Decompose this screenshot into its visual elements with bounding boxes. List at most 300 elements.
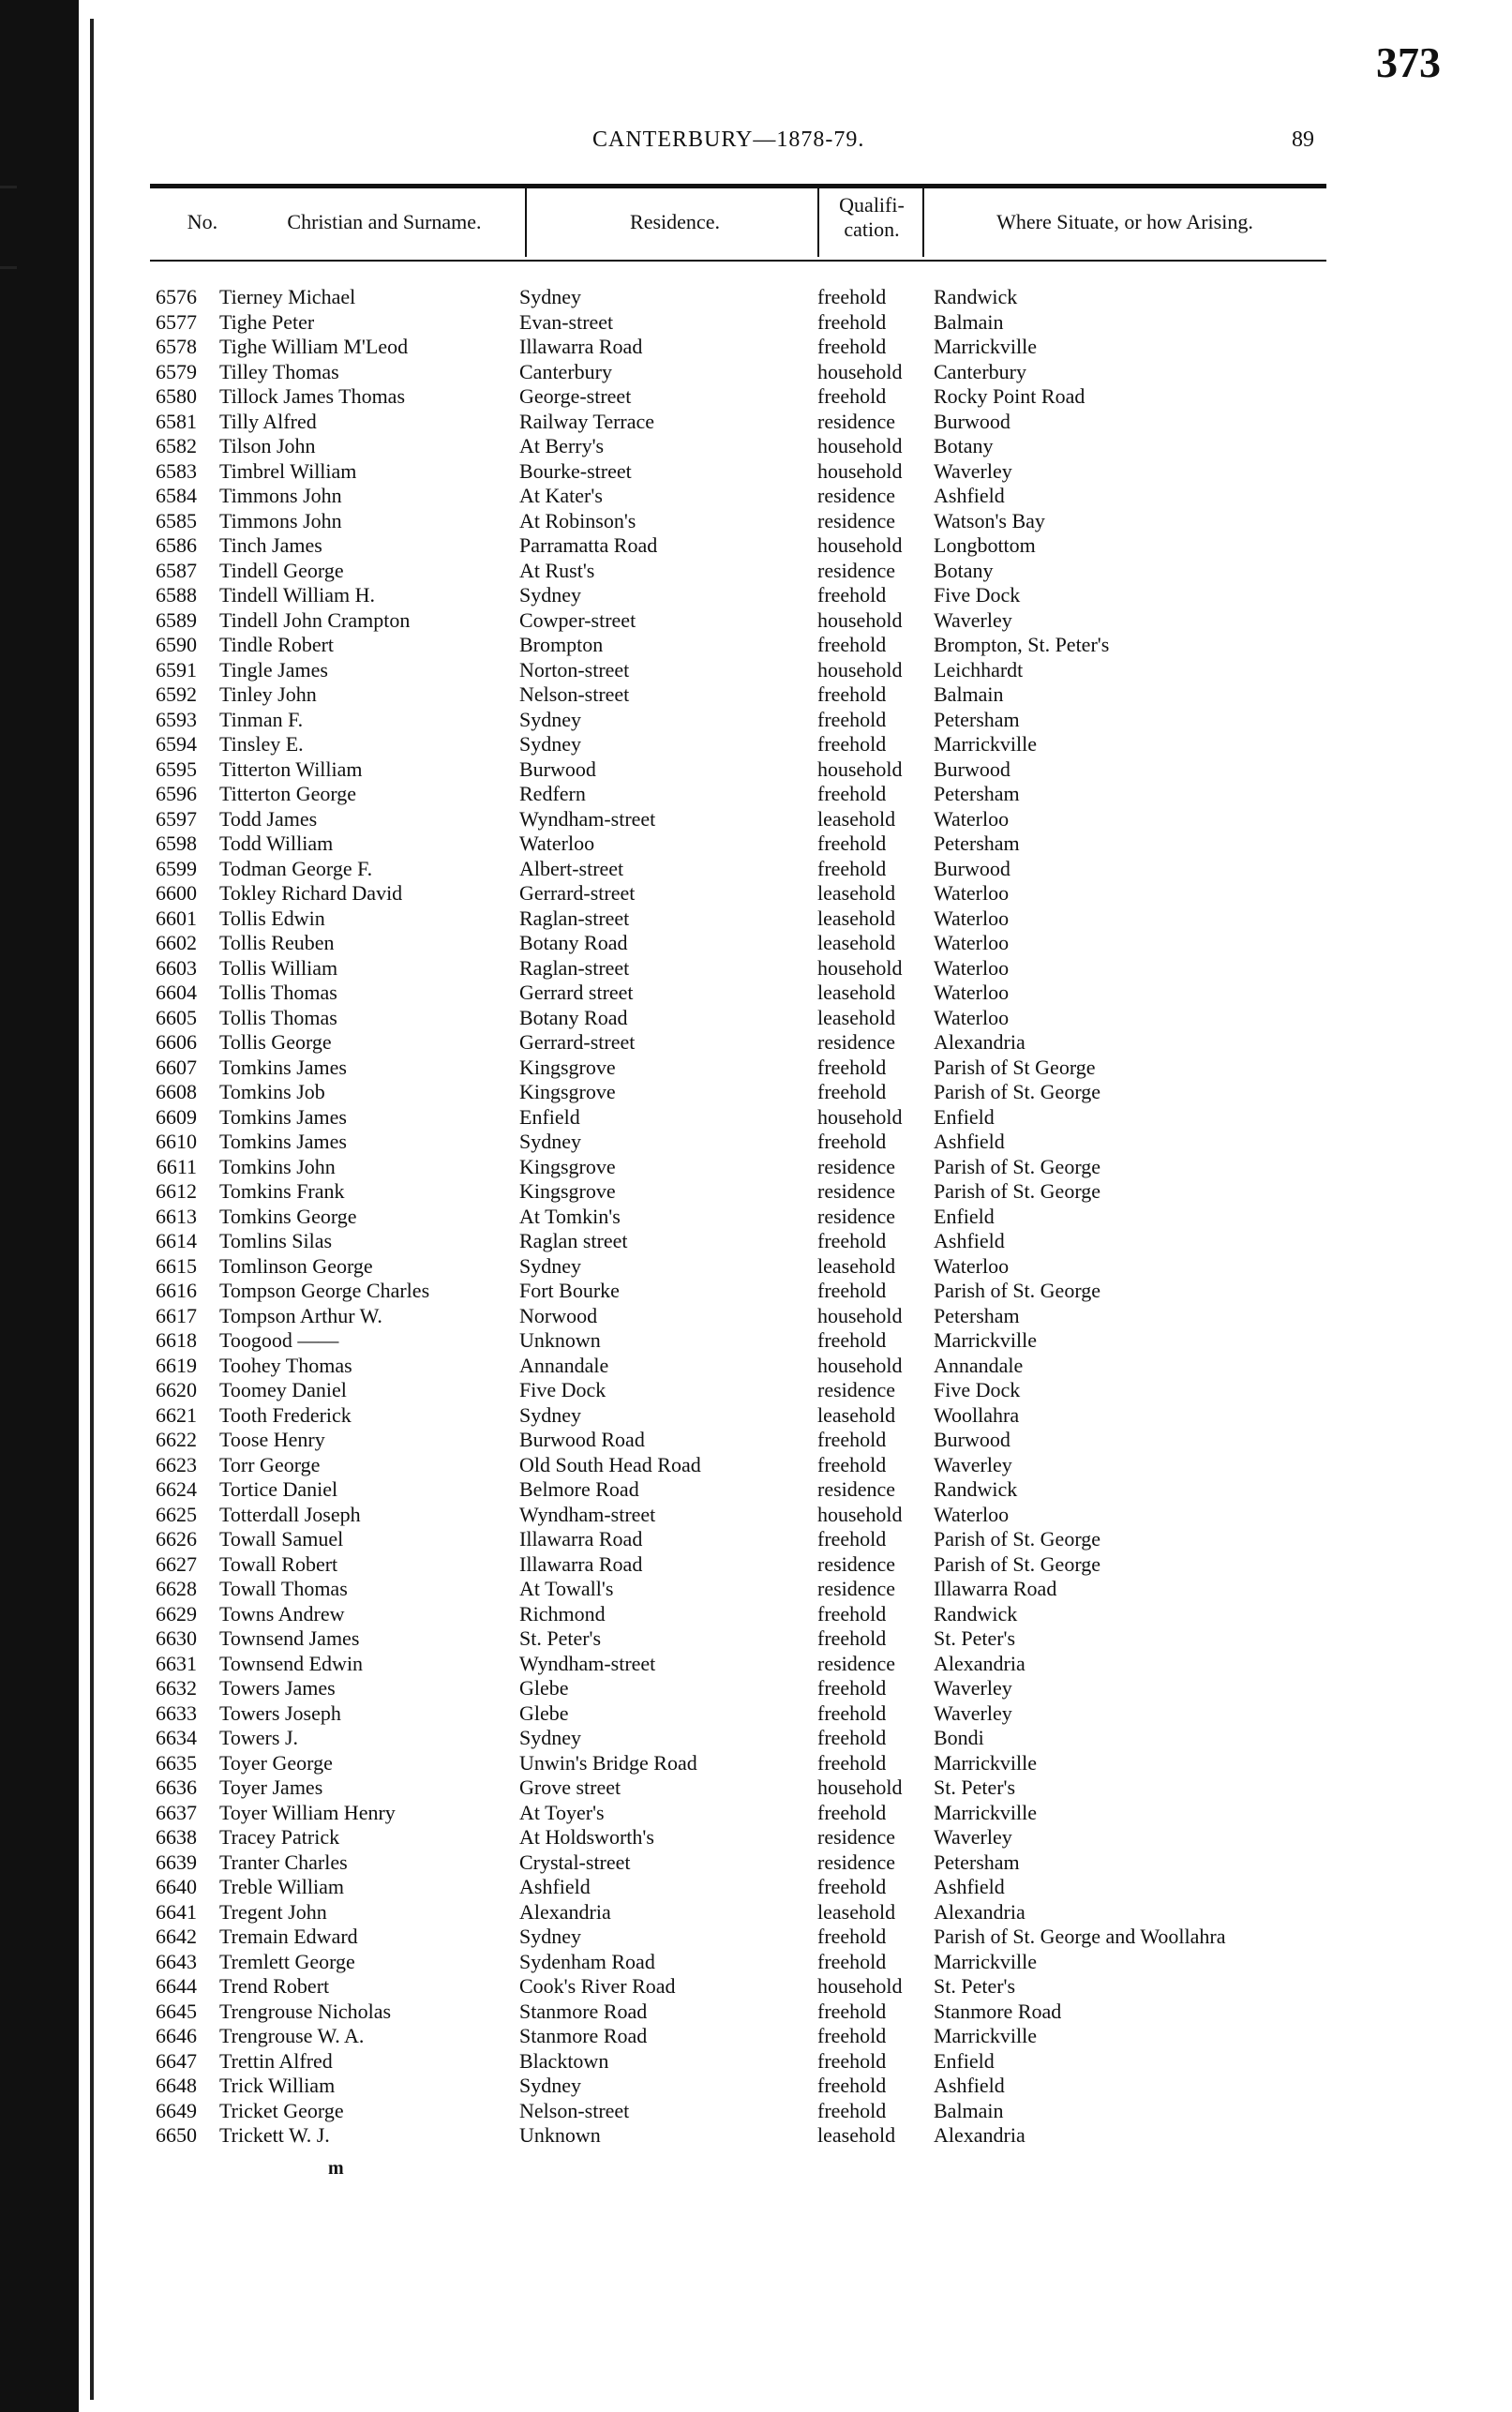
entry-qualification: residence (817, 1825, 896, 1849)
table-row (141, 1726, 1359, 1751)
entry-qualification: household (817, 1104, 903, 1129)
table-row (141, 1775, 1359, 1801)
entry-qualification: freehold (817, 1080, 887, 1103)
entry-number: 6611 (156, 1154, 197, 1178)
entry-residence: At Robinson's (519, 508, 636, 532)
entry-name: Tighe Peter (219, 309, 315, 334)
entry-name: Tremain Edward (219, 1925, 358, 1948)
entry-name: Towers James (219, 1676, 336, 1700)
entry-name: Tricket George (219, 2098, 344, 2122)
entry-number: 6628 (156, 1577, 197, 1600)
entry-name: Trengrouse Nicholas (219, 1999, 392, 2023)
entry-name: Towall Robert (219, 1551, 338, 1576)
entry-residence: Illawarra Road (519, 335, 643, 358)
entry-number: 6613 (156, 1204, 197, 1228)
entry-residence: Burwood Road (519, 1428, 645, 1451)
table-row (141, 2024, 1359, 2049)
entry-name: Tortice Daniel (219, 1477, 338, 1501)
entry-residence: Albert-street (519, 856, 624, 880)
entry-residence: Redfern (519, 782, 586, 805)
entry-name: Tinch James (219, 533, 322, 557)
entry-residence: Ashfield (519, 1875, 591, 1898)
entry-qualification: freehold (817, 1999, 887, 2023)
col-divider (922, 186, 924, 257)
entry-number: 6589 (156, 607, 197, 632)
entry-number: 6601 (156, 906, 197, 930)
table-row (141, 2099, 1359, 2124)
entry-qualification: freehold (817, 285, 887, 308)
table-row (141, 360, 1359, 385)
entry-number: 6608 (156, 1080, 197, 1103)
entry-residence: Wyndham-street (519, 1651, 656, 1675)
entry-number: 6576 (156, 285, 197, 308)
table-row (141, 782, 1359, 807)
entry-where-situate: Five Dock (934, 1378, 1021, 1401)
entry-residence: Evan-street (519, 309, 614, 334)
entry-residence: Sydney (519, 1925, 581, 1948)
entry-name: Trickett W. J. (219, 2123, 330, 2147)
entry-where-situate: Waverley (934, 607, 1012, 632)
entry-qualification: household (817, 1303, 903, 1327)
table-row (141, 931, 1359, 956)
entry-qualification: leasehold (817, 806, 896, 831)
entry-name: Titterton William (219, 757, 363, 781)
entry-where-situate: Waterloo (934, 1502, 1010, 1526)
entry-residence: Railway Terrace (519, 409, 655, 433)
table-row (141, 956, 1359, 981)
table-row (141, 285, 1359, 310)
entry-name: Tregent John (219, 1899, 327, 1924)
entry-name: Tollis Thomas (219, 981, 337, 1004)
entry-residence: Alexandria (519, 1899, 611, 1924)
entry-name: Trick William (219, 2074, 336, 2097)
entry-number: 6600 (156, 881, 197, 905)
table-row (141, 1006, 1359, 1031)
entry-residence: At Towall's (519, 1577, 614, 1600)
entry-residence: At Tomkin's (519, 1204, 621, 1228)
entry-number: 6642 (156, 1925, 197, 1948)
entry-name: Tompson Arthur W. (219, 1303, 382, 1327)
entry-residence: Sydney (519, 1402, 581, 1427)
page-number: 373 (1376, 38, 1441, 86)
entry-residence: Sydney (519, 1726, 581, 1749)
table-row (141, 410, 1359, 435)
entry-name: Timbrel William (219, 458, 357, 483)
table-row (141, 1552, 1359, 1578)
entry-name: Tomlins Silas (219, 1229, 333, 1252)
header-rule-bottom (150, 260, 1326, 262)
entry-number: 6579 (156, 359, 197, 383)
entry-where-situate: Ashfield (934, 2074, 1005, 2097)
entry-where-situate: St. Peter's (934, 1974, 1016, 1998)
register-list (141, 285, 1359, 2149)
entry-where-situate: St. Peter's (934, 1775, 1016, 1799)
entry-qualification: residence (817, 1651, 896, 1675)
table-row (141, 1925, 1359, 1950)
entry-number: 6638 (156, 1825, 197, 1849)
table-row (141, 509, 1359, 534)
entry-where-situate: Petersham (934, 831, 1020, 855)
table-row (141, 1205, 1359, 1230)
entry-number: 6610 (156, 1130, 197, 1153)
entry-number: 6584 (156, 484, 197, 507)
entry-name: Tomkins Frank (219, 1179, 345, 1203)
table-row (141, 1279, 1359, 1304)
entry-qualification: residence (817, 1154, 896, 1178)
entry-where-situate: Illawarra Road (934, 1577, 1057, 1600)
entry-qualification: residence (817, 1477, 896, 1501)
table-row (141, 1850, 1359, 1876)
table-row (141, 2000, 1359, 2025)
entry-name: Tilly Alfred (219, 409, 317, 433)
entry-number: 6582 (156, 434, 197, 457)
entry-number: 6631 (156, 1651, 197, 1675)
table-row (141, 857, 1359, 882)
table-row (141, 1751, 1359, 1776)
entry-name: Tomlinson George (219, 1253, 373, 1278)
entry-number: 6640 (156, 1875, 197, 1898)
entry-residence: Nelson-street (519, 2098, 630, 2122)
page-edge-line (90, 19, 94, 2400)
entry-name: Towall Samuel (219, 1527, 344, 1551)
entry-where-situate: Petersham (934, 1303, 1020, 1327)
entry-qualification: freehold (817, 1875, 887, 1898)
entry-qualification: residence (817, 558, 896, 582)
entry-name: Timmons John (219, 484, 342, 507)
signature-mark: m (328, 2158, 344, 2179)
entry-residence: Glebe (519, 1676, 569, 1700)
entry-name: Tomkins John (219, 1154, 336, 1178)
entry-qualification: leasehold (817, 1402, 896, 1427)
entry-where-situate: Randwick (934, 1601, 1018, 1625)
entry-qualification: leasehold (817, 2123, 896, 2147)
entry-qualification: freehold (817, 633, 887, 656)
entry-where-situate: Waverley (934, 1452, 1012, 1476)
entry-where-situate: Five Dock (934, 583, 1021, 607)
entry-residence: Botany Road (519, 1005, 628, 1029)
entry-where-situate: Burwood (934, 856, 1010, 880)
entry-qualification: freehold (817, 1279, 887, 1302)
entry-number: 6604 (156, 981, 197, 1004)
entry-residence: Sydney (519, 583, 581, 607)
entry-number: 6588 (156, 583, 197, 607)
entry-where-situate: Waverley (934, 1825, 1012, 1849)
entry-where-situate: Parish of St. George (934, 1279, 1101, 1302)
entry-qualification: leasehold (817, 931, 896, 954)
entry-residence: Wyndham-street (519, 1502, 656, 1526)
entry-residence: Raglan-street (519, 955, 630, 980)
entry-name: Tollis Thomas (219, 1005, 337, 1029)
table-row (141, 1254, 1359, 1280)
entry-number: 6577 (156, 309, 197, 334)
entry-where-situate: Ashfield (934, 1130, 1005, 1153)
entry-number: 6606 (156, 1030, 197, 1054)
entry-name: Tindell John Crampton (219, 607, 411, 632)
entry-where-situate: Longbottom (934, 533, 1036, 557)
entry-where-situate: Waterloo (934, 806, 1010, 831)
entry-where-situate: Balmain (934, 309, 1004, 334)
entry-number: 6632 (156, 1676, 197, 1700)
entry-qualification: freehold (817, 831, 887, 855)
table-row (141, 1403, 1359, 1429)
entry-number: 6644 (156, 1974, 197, 1998)
entry-residence: Botany Road (519, 931, 628, 954)
entry-name: Trend Robert (219, 1974, 330, 1998)
entry-number: 6623 (156, 1452, 197, 1476)
table-row (141, 1328, 1359, 1354)
table-row (141, 1304, 1359, 1329)
table-row (141, 906, 1359, 932)
entry-where-situate: Burwood (934, 757, 1010, 781)
sub-page-number: 89 (1292, 127, 1314, 152)
entry-name: Tranter Charles (219, 1850, 348, 1874)
entry-number: 6583 (156, 458, 197, 483)
entry-residence: Kingsgrove (519, 1080, 616, 1103)
entry-residence: Kingsgrove (519, 1154, 616, 1178)
entry-qualification: household (817, 757, 903, 781)
entry-residence: Sydney (519, 2074, 581, 2097)
entry-name: Tokley Richard David (219, 881, 403, 905)
entry-number: 6599 (156, 856, 197, 880)
table-row (141, 1155, 1359, 1180)
entry-residence: Brompton (519, 633, 604, 656)
entry-residence: Stanmore Road (519, 1999, 648, 2023)
entry-number: 6612 (156, 1179, 197, 1203)
entry-name: Tinsley E. (219, 732, 304, 756)
entry-where-situate: Botany (934, 558, 994, 582)
entry-qualification: residence (817, 1850, 896, 1874)
table-row (141, 1900, 1359, 1925)
entry-qualification: residence (817, 409, 896, 433)
table-row (141, 1577, 1359, 1602)
entry-where-situate: Marrickville (934, 1949, 1037, 1973)
table-row (141, 1676, 1359, 1701)
entry-qualification: residence (817, 1030, 896, 1054)
entry-qualification: residence (817, 1378, 896, 1401)
entry-name: Toohey Thomas (219, 1353, 352, 1377)
entry-qualification: household (817, 657, 903, 682)
table-row (141, 1950, 1359, 1975)
entry-residence: Five Dock (519, 1378, 606, 1401)
entry-residence: Stanmore Road (519, 2024, 648, 2047)
entry-residence: Kingsgrove (519, 1055, 616, 1079)
entry-residence: Belmore Road (519, 1477, 639, 1501)
entry-qualification: freehold (817, 1055, 887, 1079)
entry-number: 6643 (156, 1949, 197, 1973)
entry-number: 6602 (156, 931, 197, 954)
entry-number: 6637 (156, 1800, 197, 1824)
entry-where-situate: Marrickville (934, 335, 1037, 358)
entry-residence: Raglan street (519, 1229, 628, 1252)
entry-number: 6609 (156, 1104, 197, 1129)
entry-name: Tighe William M'Leod (219, 335, 409, 358)
entry-qualification: freehold (817, 1626, 887, 1650)
entry-residence: Unknown (519, 2123, 601, 2147)
entry-where-situate: Stanmore Road (934, 1999, 1062, 2023)
table-row (141, 1652, 1359, 1677)
entry-name: Towers Joseph (219, 1700, 341, 1725)
entry-name: Tollis George (219, 1030, 332, 1054)
entry-where-situate: Ashfield (934, 1875, 1005, 1898)
entry-qualification: residence (817, 1577, 896, 1600)
entry-qualification: freehold (817, 2024, 887, 2047)
entry-residence: Wyndham-street (519, 806, 656, 831)
entry-where-situate: Marrickville (934, 1328, 1037, 1352)
margin-tick (0, 186, 17, 188)
entry-qualification: household (817, 1353, 903, 1377)
table-row (141, 757, 1359, 783)
entry-name: Towall Thomas (219, 1577, 348, 1600)
table-row (141, 732, 1359, 757)
entry-qualification: household (817, 533, 903, 557)
entry-where-situate: Waverley (934, 1676, 1012, 1700)
entry-where-situate: Enfield (934, 2048, 995, 2073)
table-row (141, 1974, 1359, 2000)
table-row (141, 559, 1359, 584)
entry-where-situate: Enfield (934, 1204, 995, 1228)
entry-qualification: leasehold (817, 906, 896, 930)
entry-where-situate: Burwood (934, 1428, 1010, 1451)
entry-number: 6622 (156, 1428, 197, 1451)
entry-number: 6627 (156, 1551, 197, 1576)
table-row (141, 2049, 1359, 2075)
entry-where-situate: Parish of St. George and Woollahra (934, 1925, 1226, 1948)
entry-number: 6624 (156, 1477, 197, 1501)
entry-number: 6625 (156, 1502, 197, 1526)
entry-qualification: freehold (817, 707, 887, 731)
entry-qualification: household (817, 1775, 903, 1799)
table-row (141, 658, 1359, 683)
entry-qualification: household (817, 458, 903, 483)
entry-residence: Crystal-street (519, 1850, 631, 1874)
entry-where-situate: Ashfield (934, 484, 1005, 507)
entry-where-situate: Waterloo (934, 931, 1010, 954)
entry-where-situate: Canterbury (934, 359, 1026, 383)
table-row (141, 807, 1359, 832)
entry-where-situate: St. Peter's (934, 1626, 1016, 1650)
table-row (141, 608, 1359, 634)
entry-name: Toyer George (219, 1750, 333, 1775)
entry-residence: George-street (519, 384, 632, 408)
entry-name: Totterdall Joseph (219, 1502, 361, 1526)
entry-qualification: residence (817, 1551, 896, 1576)
entry-number: 6614 (156, 1229, 197, 1252)
entry-name: Toyer James (219, 1775, 323, 1799)
entry-residence: Enfield (519, 1104, 580, 1129)
entry-residence: At Kater's (519, 484, 603, 507)
entry-number: 6648 (156, 2074, 197, 2097)
table-row (141, 1527, 1359, 1552)
entry-number: 6597 (156, 806, 197, 831)
entry-number: 6605 (156, 1005, 197, 1029)
entry-qualification: residence (817, 508, 896, 532)
entry-number: 6621 (156, 1402, 197, 1427)
entry-where-situate: Parish of St. George (934, 1551, 1101, 1576)
entry-qualification: residence (817, 1204, 896, 1228)
entry-qualification: freehold (817, 682, 887, 706)
entry-name: Todd James (219, 806, 318, 831)
entry-residence: Canterbury (519, 359, 612, 383)
entry-qualification: leasehold (817, 981, 896, 1004)
entry-name: Todd William (219, 831, 334, 855)
entry-number: 6629 (156, 1601, 197, 1625)
entry-residence: Gerrard street (519, 981, 634, 1004)
col-divider (525, 186, 527, 257)
entry-residence: Bourke-street (519, 458, 632, 483)
entry-number: 6578 (156, 335, 197, 358)
entry-where-situate: Marrickville (934, 1750, 1037, 1775)
entry-residence: Annandale (519, 1353, 609, 1377)
entry-qualification: freehold (817, 1328, 887, 1352)
entry-where-situate: Petersham (934, 1850, 1020, 1874)
entry-where-situate: Balmain (934, 682, 1004, 706)
entry-name: Tindell George (219, 558, 344, 582)
entry-residence: Grove street (519, 1775, 621, 1799)
entry-name: Timmons John (219, 508, 342, 532)
entry-name: Tollis Edwin (219, 906, 325, 930)
entry-name: Towers J. (219, 1726, 299, 1749)
table-row (141, 310, 1359, 336)
entry-residence: Raglan-street (519, 906, 630, 930)
entry-residence: Kingsgrove (519, 1179, 616, 1203)
entry-qualification: freehold (817, 1676, 887, 1700)
table-row (141, 1602, 1359, 1627)
entry-residence: At Rust's (519, 558, 595, 582)
entry-number: 6615 (156, 1253, 197, 1278)
entry-name: Tomkins George (219, 1204, 357, 1228)
entry-where-situate: Petersham (934, 782, 1020, 805)
entry-qualification: freehold (817, 1229, 887, 1252)
table-row (141, 1453, 1359, 1478)
entry-name: Tollis William (219, 955, 338, 980)
entry-where-situate: Woollahra (934, 1402, 1020, 1427)
entry-name: Tierney Michael (219, 285, 356, 308)
table-row (141, 583, 1359, 608)
entry-name: Tomkins Job (219, 1080, 325, 1103)
entry-where-situate: Leichhardt (934, 657, 1024, 682)
entry-where-situate: Waterloo (934, 955, 1010, 980)
entry-name: Tingle James (219, 657, 328, 682)
table-row (141, 335, 1359, 360)
entry-where-situate: Alexandria (934, 2123, 1025, 2147)
entry-where-situate: Balmain (934, 2098, 1004, 2122)
entry-name: Tomkins James (219, 1055, 347, 1079)
entry-number: 6586 (156, 533, 197, 557)
entry-where-situate: Waterloo (934, 881, 1010, 905)
entry-where-situate: Marrickville (934, 1800, 1037, 1824)
table-row (141, 484, 1359, 509)
col-header-name: Christian and Surname. (287, 210, 482, 233)
entry-name: Torr George (219, 1452, 321, 1476)
entry-qualification: freehold (817, 1726, 887, 1749)
entry-where-situate: Marrickville (934, 732, 1037, 756)
entry-name: Tomkins James (219, 1130, 347, 1153)
entry-where-situate: Parish of St. George (934, 1527, 1101, 1551)
entry-residence: Richmond (519, 1601, 606, 1625)
entry-qualification: household (817, 955, 903, 980)
entry-residence: St. Peter's (519, 1626, 602, 1650)
entry-qualification: freehold (817, 1452, 887, 1476)
entry-residence: Illawarra Road (519, 1527, 643, 1551)
entry-residence: Cowper-street (519, 607, 636, 632)
entry-where-situate: Brompton, St. Peter's (934, 633, 1110, 656)
table-row (141, 533, 1359, 559)
table-row (141, 1825, 1359, 1850)
entry-qualification: household (817, 1502, 903, 1526)
entry-name: Tinley John (219, 682, 317, 706)
entry-where-situate: Parish of St. George (934, 1179, 1101, 1203)
entry-where-situate: Parish of St George (934, 1055, 1096, 1079)
